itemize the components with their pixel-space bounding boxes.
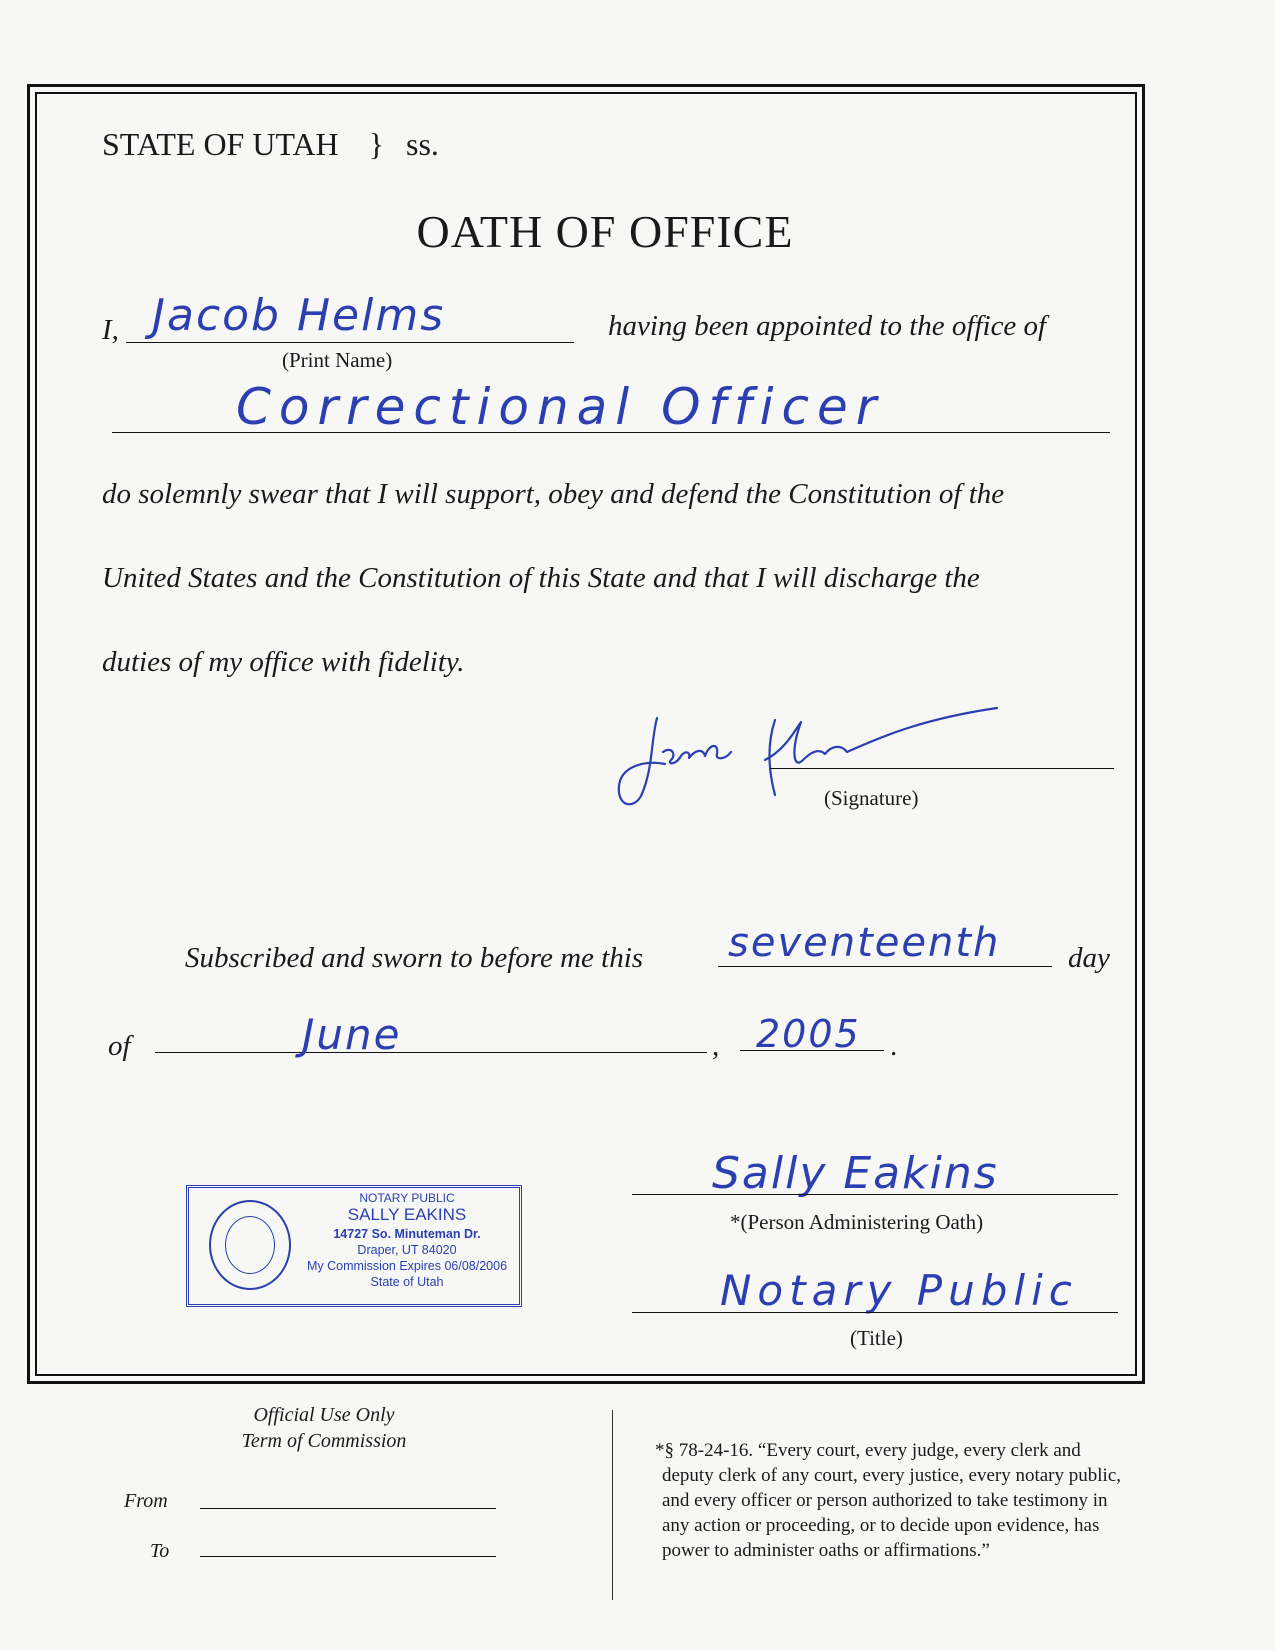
oath-body-line-2: United States and the Constitution of this State and that I will discharge the (102, 562, 980, 594)
oath-prefix: I, (102, 314, 119, 346)
date-period: . (890, 1030, 898, 1062)
state-seal-icon (209, 1200, 291, 1290)
date-comma: , (712, 1030, 720, 1062)
page-title: OATH OF OFFICE (416, 206, 794, 257)
footnote-line-2: deputy clerk of any court, every justice, every notary public, (662, 1465, 1121, 1486)
office-title: Correctional Officer (236, 378, 885, 436)
title-line (632, 1312, 1118, 1313)
stamp-line-5: My Commission Expires 06/08/2006 (306, 1259, 508, 1273)
day-value: seventeenth (728, 920, 1001, 966)
administrator-caption: *(Person Administering Oath) (730, 1210, 984, 1234)
title-caption: (Title) (850, 1326, 903, 1350)
to-line (200, 1556, 496, 1557)
day-line (718, 966, 1052, 967)
administrator-line (632, 1194, 1118, 1195)
stamp-line-2: SALLY EAKINS (347, 1205, 467, 1224)
signature-line (770, 768, 1114, 769)
state-label: STATE OF UTAH (102, 126, 339, 162)
notary-signature: Sally Eakins (712, 1148, 999, 1199)
month-value: June (302, 1010, 402, 1059)
footnote-line-1: *§ 78-24-16. “Every court, every judge, every clerk and (655, 1440, 1081, 1461)
footer-divider (612, 1410, 613, 1600)
month-line (155, 1052, 707, 1053)
name-line (126, 342, 574, 343)
of-word: of (108, 1030, 131, 1062)
ss-label: ss. (406, 126, 439, 162)
brace: } (368, 126, 385, 162)
stamp-line-1: NOTARY PUBLIC (359, 1191, 455, 1205)
stamp-line-6: State of Utah (370, 1275, 444, 1289)
handwritten-signature (615, 700, 1005, 820)
to-label: To (150, 1540, 170, 1562)
official-use-line-2: Term of Commission (241, 1430, 407, 1452)
stamp-line-4: Draper, UT 84020 (357, 1243, 457, 1257)
footnote-line-4: any action or proceeding, or to decide upon evidence, has (662, 1515, 1100, 1536)
signature-caption: (Signature) (824, 786, 919, 810)
from-line (200, 1508, 496, 1509)
print-name-caption: (Print Name) (282, 348, 393, 372)
official-use-line-1: Official Use Only (253, 1404, 395, 1426)
footnote-line-3: and every officer or person authorized to take testimony in (662, 1490, 1108, 1511)
from-label: From (124, 1490, 168, 1512)
oath-body-line-3: duties of my office with fidelity. (102, 646, 465, 678)
appointed-text: having been appointed to the office of (608, 310, 1047, 342)
oath-body-line-1: do solemnly swear that I will support, obey and defend the Constitution of the (102, 478, 1005, 510)
year-value: 2005 (756, 1012, 861, 1056)
notary-stamp (186, 1185, 522, 1307)
subscribed-text: Subscribed and sworn to before me this (185, 942, 644, 974)
printed-name: Jacob Helms (152, 290, 446, 341)
footnote-line-5: power to administer oaths or affirmations.” (662, 1540, 990, 1561)
day-word: day (1068, 942, 1110, 974)
notary-title: Notary Public (720, 1266, 1078, 1315)
state-heading (102, 126, 439, 163)
stamp-line-3: 14727 So. Minuteman Dr. (333, 1227, 481, 1241)
